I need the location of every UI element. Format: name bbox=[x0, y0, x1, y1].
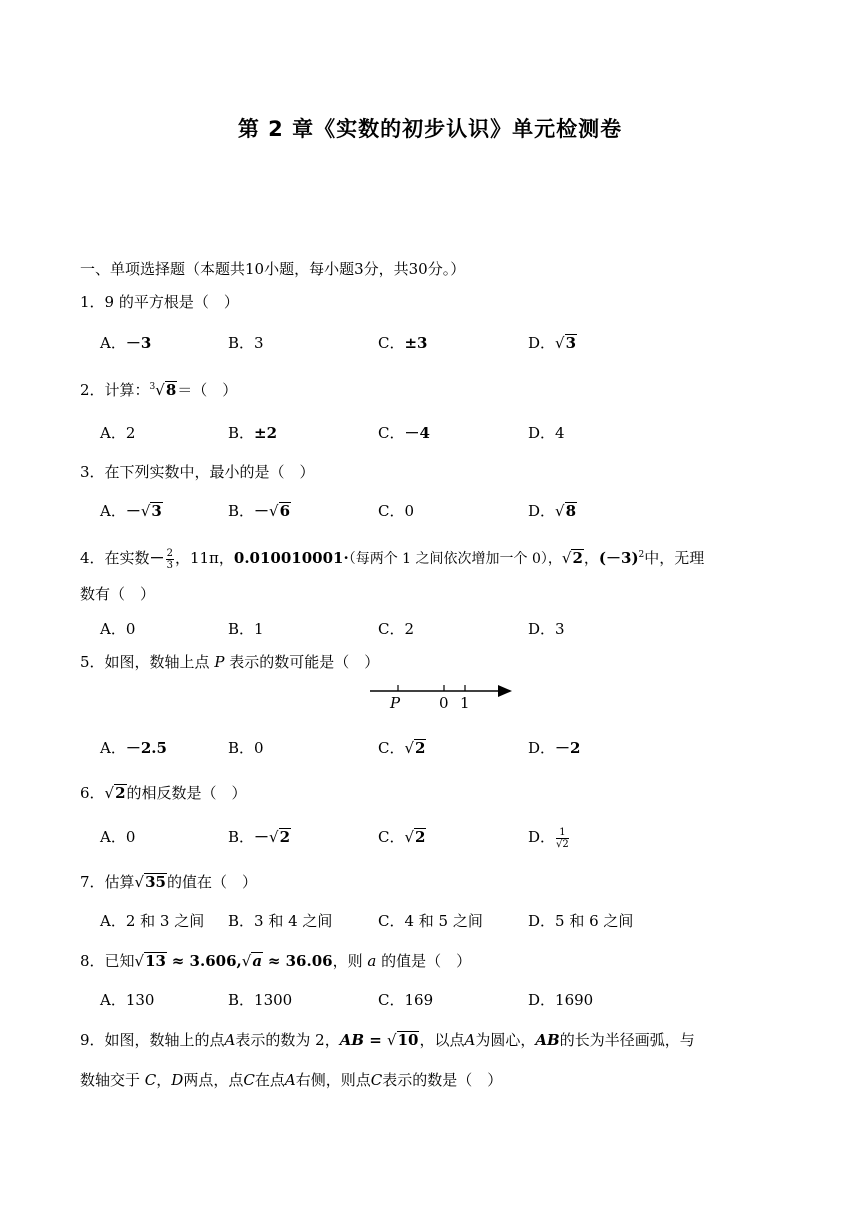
question-4-line2: 数有（ ） bbox=[80, 585, 156, 603]
number-line-figure bbox=[366, 680, 516, 710]
option-d: D． $\frac{1}{√2}$ bbox=[528, 826, 569, 850]
option-c: C．2 bbox=[378, 620, 415, 638]
question-3-options bbox=[100, 500, 800, 522]
section-heading: 一、单项选择题（本题共10小题，每小题3分，共30分。） bbox=[80, 260, 466, 278]
option-d: D．5 和 6 之间 bbox=[528, 912, 634, 930]
zero-label: 0 bbox=[439, 694, 449, 710]
option-c: C．±3 bbox=[378, 334, 428, 352]
option-a: A．0 bbox=[100, 828, 136, 846]
option-b: B．0 bbox=[228, 739, 264, 757]
question-1-options bbox=[100, 332, 800, 354]
question-4-options bbox=[100, 618, 800, 640]
option-a: A．－3 bbox=[100, 334, 152, 352]
question-4: 4．在实数－ $\frac{2}{3}$ ，11π，0.010010001·（每两个 1 之间依次增加一个 0），√2，$(-3)^2$中，无理 bbox=[80, 547, 705, 571]
question-7-options bbox=[100, 910, 800, 932]
question-3-stem: 3．在下列实数中，最小的是（ ） bbox=[80, 463, 315, 481]
option-a: A．130 bbox=[100, 991, 155, 1009]
question-8: 8．已知√13 ≈ 3.606,√a ≈ 36.06，则 a 的值是（ ） bbox=[80, 952, 472, 970]
option-b: B．－√6 bbox=[228, 502, 291, 520]
question-2-options bbox=[100, 422, 800, 444]
option-c: C．169 bbox=[378, 991, 434, 1009]
option-a: A．－2.5 bbox=[100, 739, 167, 757]
option-d: D．1690 bbox=[528, 991, 594, 1009]
option-b: B．3 bbox=[228, 334, 264, 352]
option-b: B．－√2 bbox=[228, 828, 291, 846]
option-c: C．√2 bbox=[378, 739, 426, 757]
option-a: A．0 bbox=[100, 620, 136, 638]
question-8-options bbox=[100, 989, 800, 1011]
option-a: A．－√3 bbox=[100, 502, 162, 520]
page-title: 第 2 章《实数的初步认识》单元检测卷 bbox=[237, 117, 623, 141]
option-b: B．1 bbox=[228, 620, 264, 638]
option-b: B．1300 bbox=[228, 991, 293, 1009]
question-9: 9．如图，数轴上的点A表示的数为 2，AB = √10，以点A为圆心，AB的长为半径画弧，与 bbox=[80, 1031, 695, 1049]
point-p-label: P bbox=[390, 694, 401, 710]
option-b: B．3 和 4 之间 bbox=[228, 912, 333, 930]
option-d: D．－2 bbox=[528, 739, 581, 757]
option-c: C．√2 bbox=[378, 828, 426, 846]
question-6-options bbox=[100, 826, 800, 848]
option-a: A．2 和 3 之间 bbox=[100, 912, 205, 930]
option-d: D．4 bbox=[528, 424, 565, 442]
question-9-line2: 数轴交于 C，D两点，点C在点A右侧，则点C表示的数是（ ） bbox=[80, 1071, 503, 1089]
option-d: D．3 bbox=[528, 620, 565, 638]
option-c: C．－4 bbox=[378, 424, 430, 442]
option-c: C．4 和 5 之间 bbox=[378, 912, 483, 930]
question-3 bbox=[80, 461, 800, 483]
question-1-stem: 1．9 的平方根是（ ） bbox=[80, 293, 239, 311]
question-1 bbox=[80, 291, 800, 313]
question-7: 7．估算√35的值在（ ） bbox=[80, 873, 257, 891]
one-label: 1 bbox=[460, 694, 470, 710]
option-a: A．2 bbox=[100, 424, 136, 442]
question-2: 2．计算：$^3$√8＝（ ） bbox=[80, 381, 238, 399]
option-d: D．√8 bbox=[528, 502, 577, 520]
option-c: C．0 bbox=[378, 502, 415, 520]
question-5-options bbox=[100, 737, 800, 759]
question-6: 6．√2的相反数是（ ） bbox=[80, 784, 247, 802]
option-b: B．±2 bbox=[228, 424, 278, 442]
question-5: 5．如图，数轴上点 P 表示的数可能是（ ） bbox=[80, 653, 380, 671]
option-d: D．√3 bbox=[528, 334, 577, 352]
